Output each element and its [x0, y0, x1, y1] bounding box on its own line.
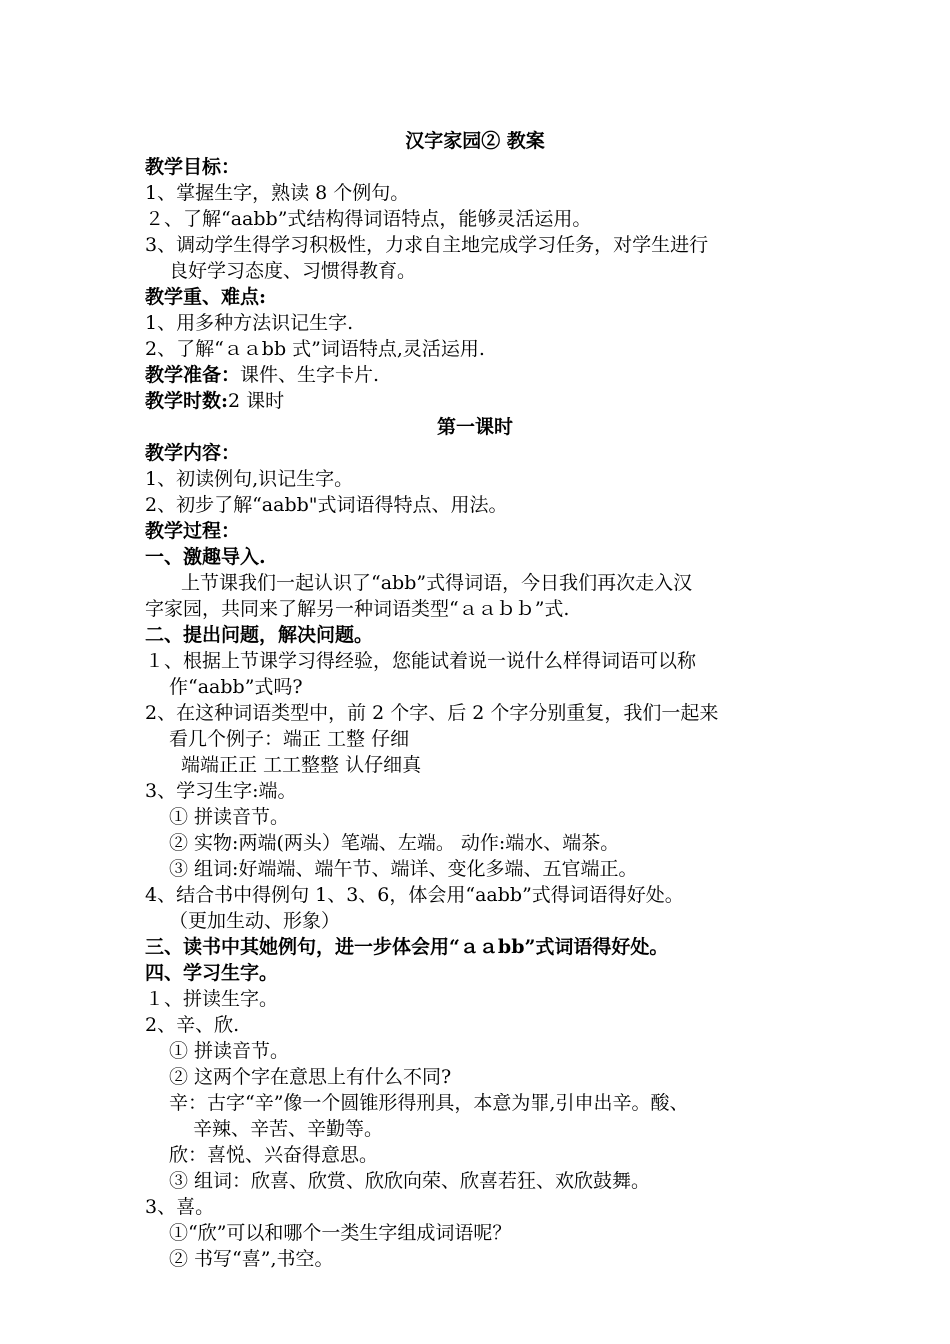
section-heading: 四、学习生字。 [145, 962, 279, 984]
text-line: 看几个例子：端正 工整 仔细 [169, 728, 410, 750]
text-line: 3、学习生字:端。 [145, 780, 297, 802]
text-line: ③ 组词：欣喜、欣赏、欣欣向荣、欣喜若狂、欢欣鼓舞。 [169, 1170, 651, 1192]
text-line: ② 书写“喜”,书空。 [169, 1248, 334, 1270]
text-line: ② 这两个字在意思上有什么不同? [169, 1066, 452, 1088]
lesson-heading: 第一课时 [436, 416, 513, 438]
text-line: 欣：喜悦、兴奋得意思。 [169, 1144, 379, 1166]
text-value: 课件、生字卡片. [240, 364, 380, 386]
text-line: 2、辛、欣. [145, 1014, 240, 1036]
section-heading: 二、提出问题，解决问题。 [145, 624, 374, 646]
text-line: 2、了解“ａａbb 式”词语特点,灵活运用. [145, 338, 485, 360]
text-line: 3、喜。 [145, 1196, 215, 1218]
text-line: ② 实物:两端(两头）笔端、左端。 动作:端水、端茶。 [169, 832, 620, 854]
text-line: 作“aabb”式吗? [169, 676, 303, 698]
text-line: 4、结合书中得例句 1、3、6，体会用“aabb”式得词语得好处。 [145, 884, 684, 906]
text-line: ③ 组词:好端端、端午节、端详、变化多端、五官端正。 [169, 858, 638, 880]
section-heading: 教学过程： [145, 520, 241, 542]
text-line: 2、在这种词语类型中，前 2 个字、后 2 个字分别重复，我们一起来 [145, 702, 719, 724]
text-line: ①“欣”可以和哪个一类生字组成词语呢？ [169, 1222, 512, 1244]
text-line: （更加生动、形象） [169, 910, 341, 932]
section-heading: 教学时数: [145, 390, 229, 412]
section-heading: 教学重、难点: [145, 286, 267, 308]
text-line: 端端正正 工工整整 认仔细真 [181, 754, 422, 776]
text-line: 良好学习态度、习惯得教育。 [169, 260, 417, 282]
text-line: 1、掌握生字，熟读 8 个例句。 [145, 182, 410, 204]
section-heading: 一、激趣导入. [145, 546, 266, 568]
text-line: ① 拼读音节。 [169, 806, 290, 828]
text-line: 1、用多种方法识记生字. [145, 312, 354, 334]
section-heading: 教学目标： [145, 156, 241, 178]
text-line: 3、调动学生得学习积极性，力求自主地完成学习任务，对学生进行 [145, 234, 709, 256]
text-line: ２、了解“aabb”式结构得词语特点，能够灵活运用。 [145, 208, 592, 230]
section-heading: 教学内容： [145, 442, 241, 464]
text-line: 辛：古字“辛”像一个圆锥形得刑具，本意为罪,引申出辛。酸、 [169, 1092, 689, 1114]
text-line: １、拼读生字。 [145, 988, 279, 1010]
text-line: １、根据上节课学习得经验，您能试着说一说什么样得词语可以称 [145, 650, 697, 672]
text-line: 1、初读例句,识记生字。 [145, 468, 354, 490]
text-line: 上节课我们一起认识了“abb”式得词语，今日我们再次走入汉 [181, 572, 693, 594]
doc-title: 汉字家园② 教案 [405, 130, 545, 152]
text-line: 辛辣、辛苦、辛勤等。 [193, 1118, 384, 1140]
text-line [145, 388, 805, 414]
text-line: 字家园，共同来了解另一种词语类型“ａａｂｂ”式. [145, 598, 570, 620]
document-page [145, 128, 805, 1272]
text-value: 2 课时 [228, 390, 285, 412]
text-line [145, 362, 805, 388]
section-heading: 三、读书中其她例句，进一步体会用“ａａbb”式词语得好处。 [145, 936, 669, 958]
text-line: 2、初步了解“aabb"式词语得特点、用法。 [145, 494, 508, 516]
text-line: ① 拼读音节。 [169, 1040, 290, 1062]
section-heading: 教学准备： [145, 364, 241, 386]
